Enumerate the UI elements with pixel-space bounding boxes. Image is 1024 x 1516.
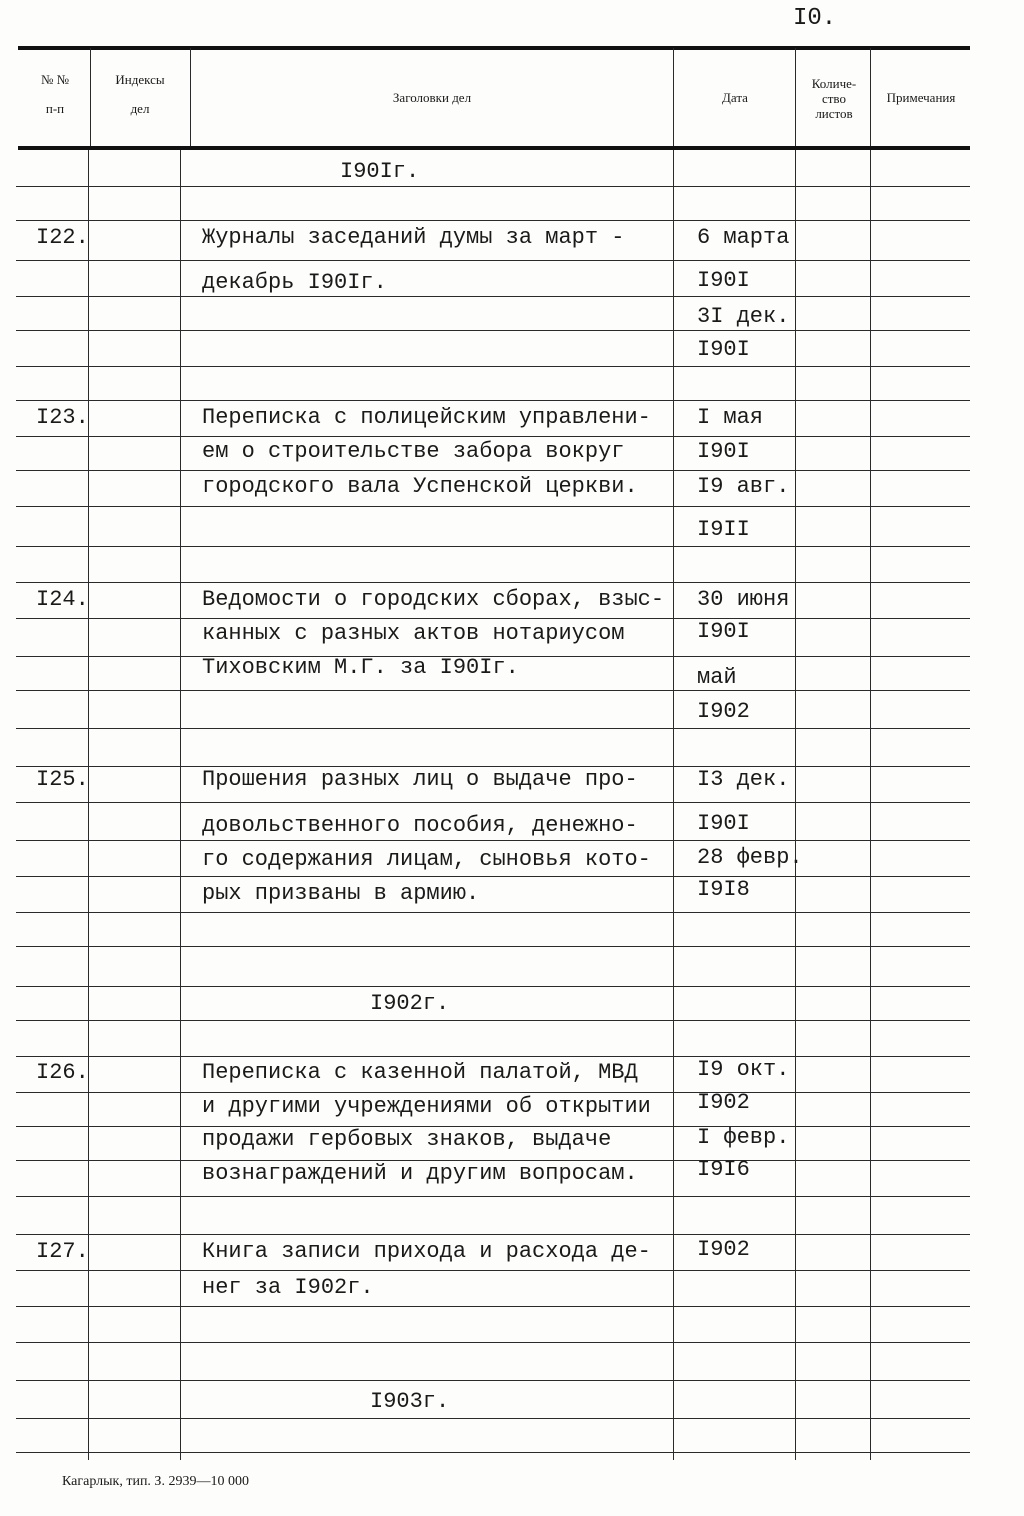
row-rule xyxy=(16,1234,970,1235)
row-rule xyxy=(16,1020,970,1021)
entry-title-line: Прошения разных лиц о выдаче про- xyxy=(202,767,638,792)
entry-date: май xyxy=(697,665,737,690)
year-heading: I903г. xyxy=(370,1389,450,1414)
entry-title-line: вознаграждений и другим вопросам. xyxy=(202,1161,638,1186)
row-rule xyxy=(16,690,970,691)
column-divider xyxy=(795,48,796,146)
entry-date: 6 марта xyxy=(697,225,790,250)
entry-title-line: Журналы заседаний думы за март - xyxy=(202,225,625,250)
header-notes: Примечания xyxy=(886,90,956,105)
header-top-rule xyxy=(18,46,970,50)
header-date: Дата xyxy=(722,90,748,105)
row-rule xyxy=(16,546,970,547)
entry-date: 3I дек. xyxy=(697,304,790,329)
header-bottom-rule xyxy=(18,146,970,150)
entry-date: I90I xyxy=(697,337,750,362)
entry-title-line: го содержания лицам, сыновья кото- xyxy=(202,847,651,872)
entry-title-line: и другими учреждениями об открытии xyxy=(202,1094,651,1119)
entry-date: 28 февр. xyxy=(697,845,803,870)
year-heading: I90Iг. xyxy=(340,159,420,184)
entry-date: I90I xyxy=(697,619,750,644)
row-rule xyxy=(16,876,970,877)
entry-date: I90I xyxy=(697,811,750,836)
row-rule xyxy=(16,1056,970,1057)
entry-date: I902 xyxy=(697,699,750,724)
printer-footer: Кагарлык, тип. З. 2939—10 000 xyxy=(62,1474,249,1489)
entry-date: I февр. xyxy=(697,1125,790,1150)
entry-date: I902 xyxy=(697,1237,750,1262)
entry-title-line: канных с разных актов нотариусом xyxy=(202,621,625,646)
entry-title-line: продажи гербовых знаков, выдаче xyxy=(202,1127,612,1152)
year-heading: I902г. xyxy=(370,991,450,1016)
header-number xyxy=(20,72,90,116)
header-title: Заголовки дел xyxy=(392,90,472,105)
row-rule xyxy=(16,912,970,913)
entry-number: I26. xyxy=(36,1060,89,1085)
entry-date: 30 июня xyxy=(697,587,790,612)
row-rule xyxy=(16,1196,970,1197)
entry-date: I90I xyxy=(697,439,750,464)
column-divider xyxy=(795,150,796,1460)
row-rule xyxy=(16,436,970,437)
row-rule xyxy=(16,728,970,729)
row-rule xyxy=(16,1306,970,1307)
header-number-sub: п-п xyxy=(45,101,65,116)
column-divider xyxy=(673,48,674,146)
column-divider xyxy=(180,150,181,1460)
entry-date: I9II xyxy=(697,517,750,542)
header-index xyxy=(92,72,188,116)
column-divider xyxy=(90,48,91,146)
row-rule xyxy=(16,1452,970,1453)
column-divider xyxy=(870,150,871,1460)
entry-date: I3 дек. xyxy=(697,767,790,792)
entry-title-line: декабрь I90Iг. xyxy=(202,270,387,295)
row-rule xyxy=(16,802,970,803)
row-rule xyxy=(16,840,970,841)
row-rule xyxy=(16,986,970,987)
entry-date: I902 xyxy=(697,1090,750,1115)
header-index-sub: дел xyxy=(130,101,150,116)
row-rule xyxy=(16,1342,970,1343)
entry-number: I23. xyxy=(36,405,89,430)
entry-title-line: Переписка с полицейским управлени- xyxy=(202,405,651,430)
row-rule xyxy=(16,366,970,367)
row-rule xyxy=(16,220,970,221)
row-rule xyxy=(16,470,970,471)
entry-title-line: ем о строительстве забора вокруг xyxy=(202,439,625,464)
column-divider xyxy=(870,48,871,146)
header-sheets: Количе- ство листов xyxy=(811,76,857,121)
header-number-label: № № xyxy=(40,72,70,87)
row-rule xyxy=(16,186,970,187)
entry-title-line: довольственного пособия, денежно- xyxy=(202,813,638,838)
row-rule xyxy=(16,296,970,297)
entry-title-line: рых призваны в армию. xyxy=(202,881,480,906)
row-rule xyxy=(16,1380,970,1381)
row-rule xyxy=(16,400,970,401)
entry-date: I мая xyxy=(697,405,764,430)
row-rule xyxy=(16,1092,970,1093)
entry-date: I9 окт. xyxy=(697,1057,790,1082)
entry-number: I25. xyxy=(36,767,89,792)
entry-number: I24. xyxy=(36,587,89,612)
page-number: I0. xyxy=(793,5,837,32)
entry-title-line: Книга записи прихода и расхода де- xyxy=(202,1239,651,1264)
row-rule xyxy=(16,1418,970,1419)
row-rule xyxy=(16,582,970,583)
entry-title-line: Тиховским М.Г. за I90Iг. xyxy=(202,655,519,680)
header-index-label: Индексы xyxy=(115,72,165,87)
row-rule xyxy=(16,618,970,619)
row-rule xyxy=(16,946,970,947)
entry-title-line: Ведомости о городских сборах, взыс- xyxy=(202,587,665,612)
entry-number: I22. xyxy=(36,225,89,250)
entry-date: I90I xyxy=(697,268,750,293)
entry-title-line: городского вала Успенской церкви. xyxy=(202,474,638,499)
entry-number: I27. xyxy=(36,1239,89,1264)
entry-date: I9 авг. xyxy=(697,474,790,499)
row-rule xyxy=(16,1270,970,1271)
entry-title-line: нег за I902г. xyxy=(202,1275,374,1300)
entry-date: I9I8 xyxy=(697,877,750,902)
entry-date: I9I6 xyxy=(697,1157,750,1182)
row-rule xyxy=(16,506,970,507)
column-divider xyxy=(190,48,191,146)
row-rule xyxy=(16,330,970,331)
entry-title-line: Переписка с казенной палатой, МВД xyxy=(202,1060,638,1085)
row-rule xyxy=(16,260,970,261)
column-divider xyxy=(673,150,674,1460)
